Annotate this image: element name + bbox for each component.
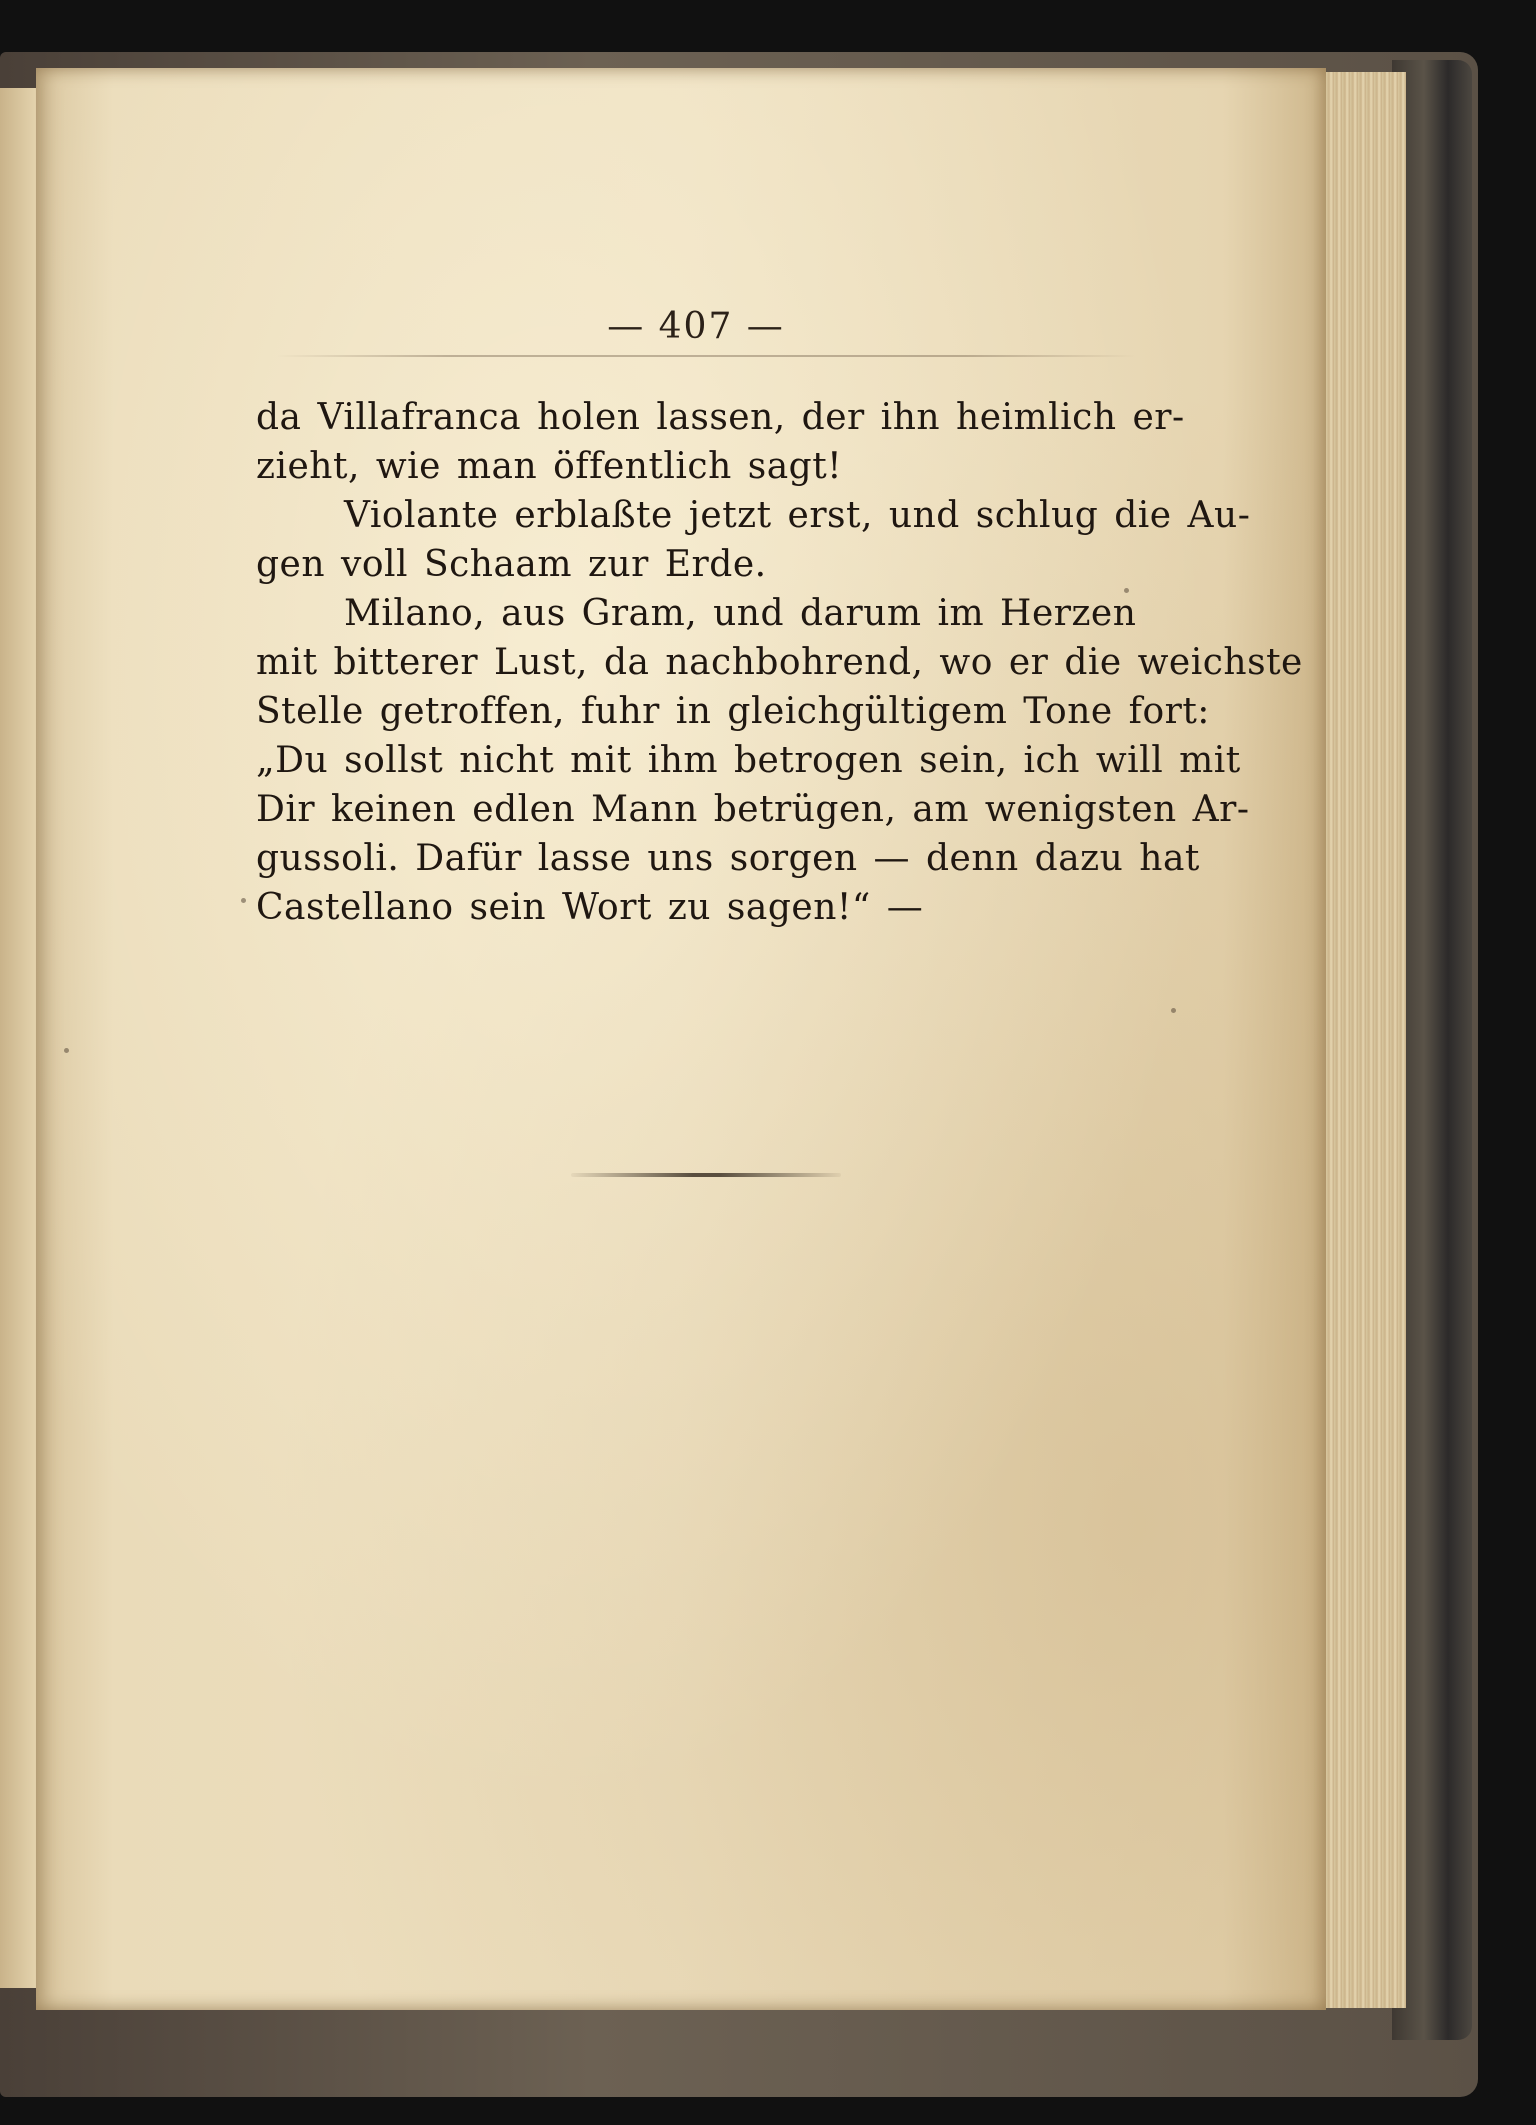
text-line: Stelle getroffen, fuhr in gleichgültigem Tone fort:	[256, 691, 1210, 732]
paper-speck	[1124, 588, 1129, 593]
text-line: gussoli. Dafür lasse uns sorgen — denn dazu hat	[256, 838, 1200, 879]
paper-speck	[1171, 1008, 1176, 1013]
end-ornament-rule	[571, 1173, 841, 1177]
book-page	[36, 68, 1326, 2010]
text-line: mit bitterer Lust, da nachbohrend, wo er die weichste	[256, 642, 1303, 683]
page-number: — 407 —	[607, 306, 785, 347]
text-line: Milano, aus Gram, und darum im Herzen	[344, 593, 1137, 634]
text-line: da Villafranca holen lassen, der ihn heimlich er-	[256, 397, 1185, 438]
text-line: Violante erblaßte jetzt erst, und schlug die Au-	[344, 495, 1251, 536]
header-rule	[276, 355, 1136, 357]
text-line: „Du sollst nicht mit ihm betrogen sein, ich will mit	[256, 740, 1241, 781]
paper-speck	[241, 898, 246, 903]
paper-speck	[64, 1048, 69, 1053]
text-line: Dir keinen edlen Mann betrügen, am wenigsten Ar-	[256, 789, 1250, 830]
text-line: Castellano sein Wort zu sagen!“ —	[256, 887, 924, 928]
body-text	[256, 393, 1303, 932]
text-line: zieht, wie man öffentlich sagt!	[256, 446, 843, 487]
text-line: gen voll Schaam zur Erde.	[256, 544, 767, 585]
